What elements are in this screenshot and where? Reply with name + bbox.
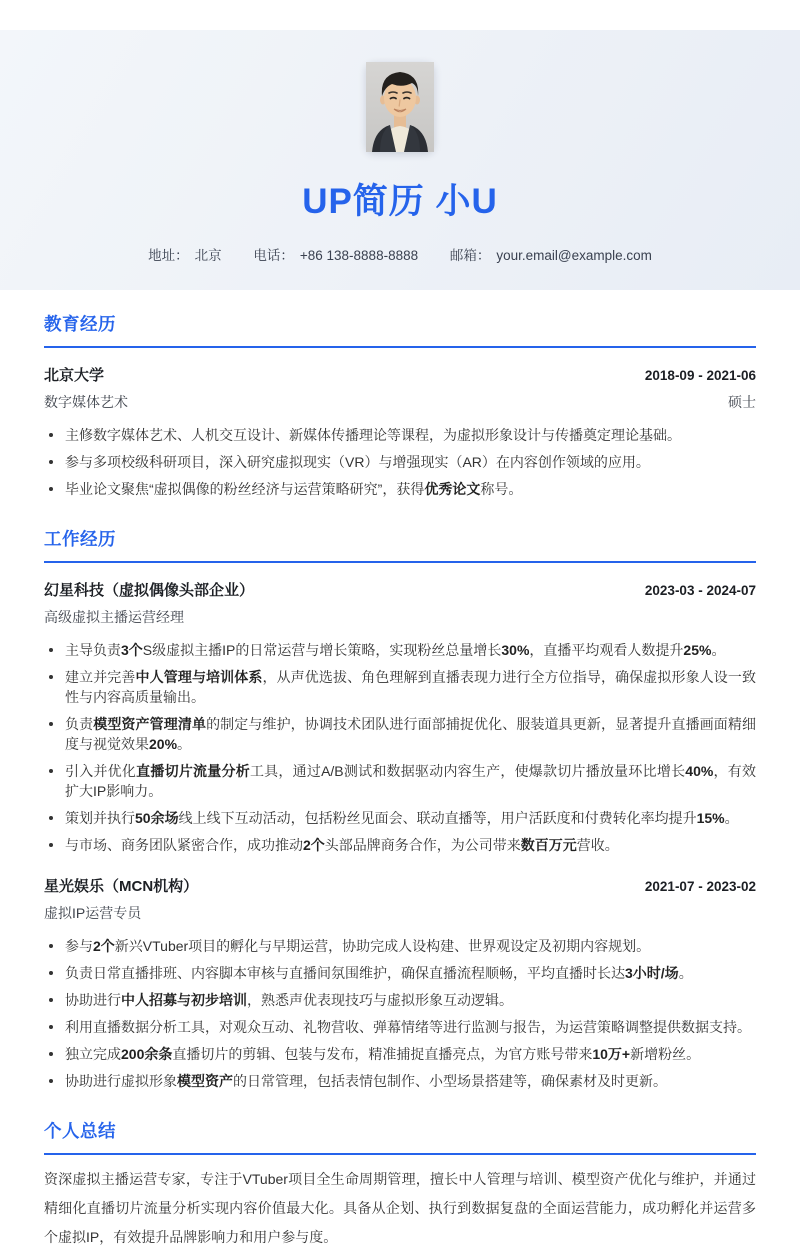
entry-degree: 硕士 — [728, 394, 756, 410]
contact-phone — [253, 248, 418, 263]
education-entries — [44, 364, 756, 499]
entry-role: 虚拟IP运营专员 — [44, 905, 142, 921]
profile-photo — [366, 62, 434, 152]
work-entries — [44, 579, 756, 1091]
section-title-education: 教育经历 — [44, 311, 756, 348]
entry-bullets — [44, 640, 756, 855]
contact-email — [450, 248, 652, 263]
section-summary — [44, 1118, 756, 1252]
entry-head — [44, 579, 756, 600]
bullet-item: 主修数字媒体艺术、人机交互设计、新媒体传播理论等课程，为虚拟形象设计与传播奠定理论基础。 — [44, 425, 756, 445]
address-value: 北京 — [194, 248, 222, 263]
section-title-work: 工作经历 — [44, 526, 756, 563]
phone-label: 电话： — [253, 248, 294, 263]
entry-date: 2023-03 - 2024-07 — [644, 583, 756, 598]
bullet-item: 负责日常直播排班、内容脚本审核与直播间氛围维护，确保直播流程顺畅，平均直播时长达3小时/场。 — [44, 963, 756, 983]
bullet-item: 利用直播数据分析工具，对观众互动、礼物营收、弹幕情绪等进行监测与报告，为运营策略调整提供数据支持。 — [44, 1017, 756, 1037]
section-education — [44, 311, 756, 499]
resume-title: UP简历 小U — [302, 182, 498, 221]
phone-value: +86 138-8888-8888 — [299, 248, 419, 263]
entry-subrow — [44, 392, 756, 412]
entry-head — [44, 875, 756, 896]
contact-address — [148, 248, 222, 263]
contact-row — [0, 244, 800, 264]
summary-text: 资深虚拟主播运营专家，专注于VTuber项目全生命周期管理，擅长中人管理与培训、模型资产优化与维护，并通过精细化直播切片流量分析实现内容价值最大化。具备从企划、执行到数据复盘的全面运营能力，成功孵化并运营多个虚拟IP，有效提升品牌影响力和用户参与度。 — [44, 1171, 756, 1245]
bullet-item: 参与多项校级科研项目，深入研究虚拟现实（VR）与增强现实（AR）在内容创作领域的应用。 — [44, 452, 756, 472]
entry-org: 幻星科技（虚拟偶像头部企业） — [44, 582, 255, 599]
section-work — [44, 526, 756, 1091]
bullet-item: 负责模型资产管理清单的制定与维护，协调技术团队进行面部捕捉优化、服装道具更新，显著提升直播画面精细度与视觉效果20%。 — [44, 714, 756, 754]
bullet-item: 建立并完善中人管理与培训体系，从声优选拔、角色理解到直播表现力进行全方位指导，确保虚拟形象人设一致性与内容高质量输出。 — [44, 667, 756, 707]
bullet-item: 引入并优化直播切片流量分析工具，通过A/B测试和数据驱动内容生产，使爆款切片播放量环比增长40%，有效扩大IP影响力。 — [44, 761, 756, 801]
top-white-strip — [0, 0, 800, 30]
bullet-item: 独立完成200余条直播切片的剪辑、包装与发布，精准捕捉直播亮点，为官方账号带来10万+新增粉丝。 — [44, 1044, 756, 1064]
entry-head — [44, 364, 756, 385]
entry-org: 北京大学 — [44, 367, 105, 384]
bullet-item: 协助进行中人招募与初步培训，熟悉声优表现技巧与虚拟形象互动逻辑。 — [44, 990, 756, 1010]
entry-bullets — [44, 425, 756, 499]
bullet-item: 与市场、商务团队紧密合作，成功推动2个头部品牌商务合作，为公司带来数百万元营收。 — [44, 835, 756, 855]
entry-org: 星光娱乐（MCN机构） — [44, 878, 199, 895]
entry-role: 高级虚拟主播运营经理 — [44, 609, 184, 625]
entry-subrow — [44, 607, 756, 627]
resume-entry — [44, 579, 756, 855]
entry-date: 2021-07 - 2023-02 — [644, 879, 756, 894]
bullet-item: 策划并执行50余场线上线下互动活动，包括粉丝见面会、联动直播等，用户活跃度和付费转化率均提升15%。 — [44, 808, 756, 828]
entry-subrow — [44, 903, 756, 923]
entry-bullets — [44, 936, 756, 1091]
profile-photo-illustration — [366, 62, 434, 152]
resume-entry — [44, 364, 756, 499]
email-label: 邮箱： — [449, 248, 491, 263]
email-value: your.email@example.com — [496, 248, 652, 263]
resume-entry — [44, 875, 756, 1091]
resume-body — [0, 311, 800, 1252]
entry-role: 数字媒体艺术 — [44, 394, 128, 410]
bullet-item: 参与2个新兴VTuber项目的孵化与早期运营，协助完成人设构建、世界观设定及初期内容规划。 — [44, 936, 756, 956]
entry-date: 2018-09 - 2021-06 — [644, 368, 756, 383]
bullet-item: 毕业论文聚焦“虚拟偶像的粉丝经济与运营策略研究”，获得优秀论文称号。 — [44, 479, 756, 499]
resume-header — [0, 30, 800, 290]
section-title-summary: 个人总结 — [44, 1118, 756, 1155]
bullet-item: 协助进行虚拟形象模型资产的日常管理，包括表情包制作、小型场景搭建等，确保素材及时更新。 — [44, 1071, 756, 1091]
bullet-item: 主导负责3个S级虚拟主播IP的日常运营与增长策略，实现粉丝总量增长30%，直播平均观看人数提升25%。 — [44, 640, 756, 660]
address-label: 地址： — [148, 248, 189, 263]
